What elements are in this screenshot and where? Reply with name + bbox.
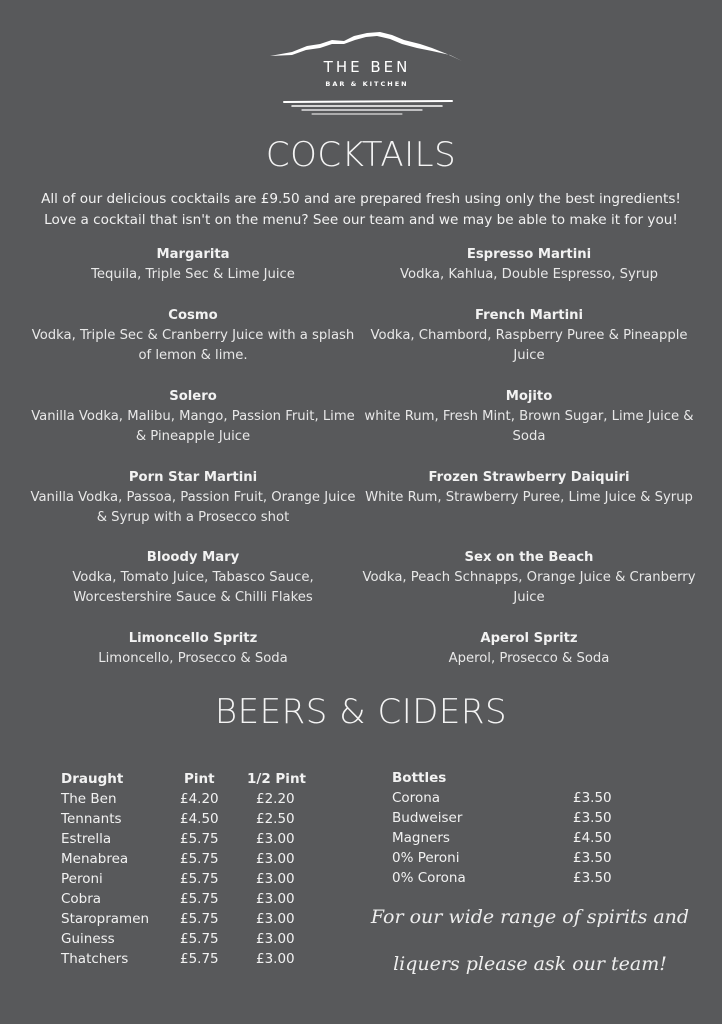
cocktail-name: Bloody Mary — [146, 550, 240, 565]
bottle-row — [392, 848, 612, 868]
cocktail-name: French Martini — [474, 308, 584, 323]
pint-price: £5.75 — [180, 851, 219, 867]
cocktail-description: Vodka, Tomato Juice, Tabasco Sauce, Worcestershire Sauce & Chilli Flakes — [72, 570, 314, 605]
cocktail-description: Aperol, Prosecco & Soda — [448, 651, 610, 666]
cocktails-heading: COCKTAILS — [265, 135, 457, 175]
cocktail-item — [361, 468, 697, 548]
cocktail-item — [361, 548, 697, 629]
cocktail-item — [25, 468, 361, 548]
cocktail-description: Vodka, Chambord, Raspberry Puree & Pineapple Juice — [370, 328, 688, 363]
draught-row — [61, 809, 306, 829]
half-pint-header: 1/2 Pint — [247, 771, 307, 787]
cocktails-intro — [20, 189, 702, 231]
draught-row — [61, 909, 306, 929]
half-pint-price: £3.00 — [256, 831, 295, 847]
draught-row — [61, 949, 306, 969]
pint-price: £4.50 — [180, 811, 219, 827]
cocktail-list — [25, 245, 697, 689]
cocktail-description: Vodka, Peach Schnapps, Orange Juice & Cranberry Juice — [362, 570, 696, 605]
pint-price: £5.75 — [180, 891, 219, 907]
cocktail-description: White Rum, Strawberry Puree, Lime Juice & Syrup — [365, 490, 693, 505]
bottle-row — [392, 808, 612, 828]
logo-name: THE BEN — [323, 58, 411, 76]
logo — [262, 28, 472, 120]
cocktail-item — [361, 306, 697, 387]
half-pint-price: £3.00 — [256, 851, 295, 867]
draught-table — [61, 769, 306, 969]
cocktail-item — [25, 306, 361, 387]
cocktail-item — [361, 629, 697, 689]
draught-row — [61, 849, 306, 869]
cocktail-item — [361, 245, 697, 306]
bottle-name: Budweiser — [392, 810, 463, 826]
beer-name: Peroni — [61, 871, 103, 887]
pint-price: £5.75 — [180, 951, 219, 967]
bottle-price: £3.50 — [573, 790, 612, 806]
bottle-row — [392, 868, 612, 888]
cocktail-item — [25, 629, 361, 689]
bottle-price: £3.50 — [573, 870, 612, 886]
intro-line-2: Love a cocktail that isn't on the menu? See our team and we may be able to make it for you! — [44, 212, 678, 228]
spirits-note-line-2: liquers please ask our team! — [393, 953, 667, 975]
beer-name: Tennants — [61, 811, 122, 827]
bottle-name: 0% Peroni — [392, 850, 460, 866]
draught-row — [61, 829, 306, 849]
cocktail-description: Tequila, Triple Sec & Lime Juice — [91, 267, 295, 282]
bottle-name: 0% Corona — [392, 870, 466, 886]
half-pint-price: £2.50 — [256, 811, 295, 827]
cocktail-item — [361, 387, 697, 468]
beer-name: Cobra — [61, 891, 102, 907]
beers-heading: BEERS & CIDERS — [214, 692, 508, 732]
cocktail-item — [25, 387, 361, 468]
beer-name: Menabrea — [61, 851, 129, 867]
cocktail-name: Mojito — [505, 389, 553, 404]
cocktail-description: Vodka, Triple Sec & Cranberry Juice with a splash of lemon & lime. — [31, 328, 355, 363]
half-pint-price: £3.00 — [256, 951, 295, 967]
beer-name: Thatchers — [61, 951, 129, 967]
beer-name: Staropramen — [61, 911, 150, 927]
cocktail-description: Vanilla Vodka, Malibu, Mango, Passion Fruit, Lime & Pineapple Juice — [31, 409, 355, 444]
intro-line-1: All of our delicious cocktails are £9.50 and are prepared fresh using only the best ingredients! — [41, 191, 681, 207]
cocktail-name: Margarita — [156, 247, 230, 262]
cocktail-name: Frozen Strawberry Daiquiri — [428, 470, 630, 485]
half-pint-price: £3.00 — [256, 891, 295, 907]
spirits-note-line-1: For our wide range of spirits and — [370, 906, 690, 928]
half-pint-price: £2.20 — [256, 791, 295, 807]
half-pint-price: £3.00 — [256, 911, 295, 927]
half-pint-price: £3.00 — [256, 871, 295, 887]
cocktail-item — [25, 245, 361, 306]
cocktail-description: Vodka, Kahlua, Double Espresso, Syrup — [400, 267, 658, 282]
logo-tagline: BAR & KITCHEN — [325, 80, 409, 88]
bottle-row — [392, 828, 612, 848]
draught-row — [61, 789, 306, 809]
cocktail-name: Solero — [169, 389, 217, 404]
cocktail-name: Espresso Martini — [466, 247, 592, 262]
cocktail-name: Sex on the Beach — [464, 550, 594, 565]
cocktail-name: Limoncello Spritz — [128, 631, 258, 646]
bottles-table — [392, 768, 612, 888]
bottle-price: £3.50 — [573, 810, 612, 826]
beer-name: Guiness — [61, 931, 115, 947]
cocktail-name: Cosmo — [168, 308, 218, 323]
bottle-name: Corona — [392, 790, 441, 806]
cocktail-name: Aperol Spritz — [480, 631, 578, 646]
draught-row — [61, 929, 306, 949]
beer-name: Estrella — [61, 831, 112, 847]
cocktail-description: Vanilla Vodka, Passoa, Passion Fruit, Orange Juice & Syrup with a Prosecco shot — [30, 490, 356, 525]
bottle-row — [392, 788, 612, 808]
bottle-price: £3.50 — [573, 850, 612, 866]
pint-header: Pint — [184, 771, 215, 787]
pint-price: £5.75 — [180, 831, 219, 847]
bottle-name: Magners — [392, 830, 450, 846]
cocktail-name: Porn Star Martini — [128, 470, 258, 485]
pint-price: £5.75 — [180, 911, 219, 927]
draught-row — [61, 889, 306, 909]
pint-price: £5.75 — [180, 931, 219, 947]
beer-name: The Ben — [61, 791, 117, 807]
draught-row — [61, 869, 306, 889]
draught-header: Draught — [61, 771, 124, 787]
pint-price: £4.20 — [180, 791, 219, 807]
cocktail-description: white Rum, Fresh Mint, Brown Sugar, Lime Juice & Soda — [364, 409, 694, 444]
pint-price: £5.75 — [180, 871, 219, 887]
cocktail-item — [25, 548, 361, 629]
bottle-price: £4.50 — [573, 830, 612, 846]
bottles-header: Bottles — [392, 770, 447, 786]
half-pint-price: £3.00 — [256, 931, 295, 947]
cocktail-description: Limoncello, Prosecco & Soda — [98, 651, 288, 666]
